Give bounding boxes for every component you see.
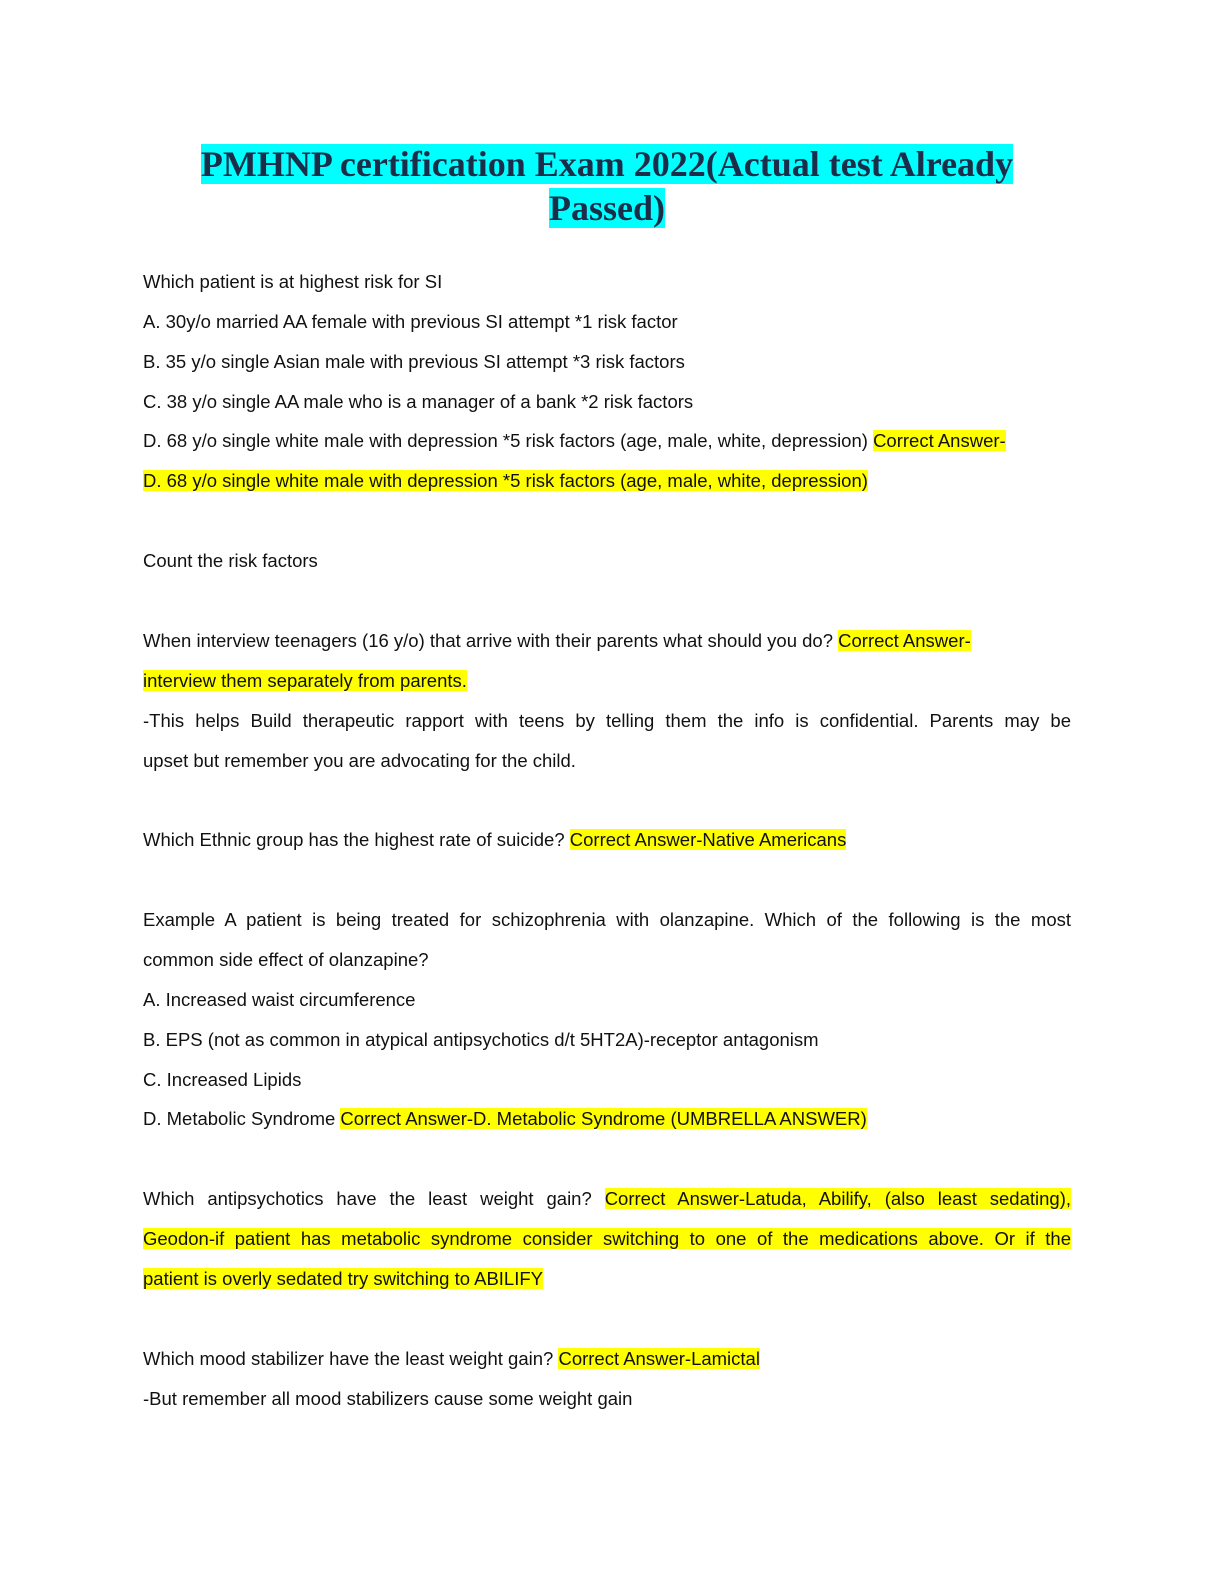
q5-answer-line-3-wrap <box>143 1267 543 1291</box>
q1-option-c: C. 38 y/o single AA male who is a manager of a bank *2 risk factors <box>143 391 694 412</box>
q2-answer-rest: interview them separately from parents. <box>143 670 467 691</box>
q2-question-line <box>143 629 971 653</box>
title-line-2: Passed) <box>549 188 665 228</box>
q2-answer-line <box>143 669 467 693</box>
title-line-1: PMHNP certification Exam 2022(Actual test Already <box>200 144 1014 184</box>
q2-note-line-1: -This helps Build therapeutic rapport with teens by telling them the info is confidential. Parents may be <box>143 710 1071 731</box>
q4-option-a: A. Increased waist circumference <box>143 989 416 1010</box>
q6-question: Which mood stabilizer have the least weight gain? <box>143 1348 554 1369</box>
q4-answer: Correct Answer-D. Metabolic Syndrome (UMBRELLA ANSWER) <box>340 1108 867 1129</box>
q5-question: Which antipsychotics have the least weight gain? <box>143 1188 592 1209</box>
q6-note: -But remember all mood stabilizers cause some weight gain <box>143 1388 633 1409</box>
q1-option-d: D. 68 y/o single white male with depression *5 risk factors (age, male, white, depression) <box>143 430 868 451</box>
q5-answer-line-3: patient is overly sedated try switching to ABILIFY <box>143 1268 543 1289</box>
q2-question: When interview teenagers (16 y/o) that arrive with their parents what should you do? <box>143 630 834 651</box>
q3-line <box>143 828 846 852</box>
q1-option-a: A. 30y/o married AA female with previous SI attempt *1 risk factor <box>143 311 678 332</box>
q3-answer: Correct Answer-Native Americans <box>569 829 847 850</box>
q5-answer-line-1: Correct Answer-Latuda, Abilify, (also least sedating), <box>604 1188 1071 1209</box>
q6-answer: Correct Answer-Lamictal <box>558 1348 760 1369</box>
q1-answer-start: Correct Answer- <box>873 430 1006 451</box>
q4-question-line-2: common side effect of olanzapine? <box>143 949 429 970</box>
q5-answer-line-2: Geodon-if patient has metabolic syndrome consider switching to one of the medications above. Or if the <box>143 1228 1071 1249</box>
q5-question-line <box>143 1187 1071 1211</box>
q4-option-d: D. Metabolic Syndrome <box>143 1108 336 1129</box>
q3-question: Which Ethnic group has the highest rate of suicide? <box>143 829 565 850</box>
q4-option-d-line <box>143 1107 867 1131</box>
q1-note: Count the risk factors <box>143 550 318 571</box>
q2-answer-start: Correct Answer- <box>838 630 971 651</box>
q1-answer-line <box>143 469 868 493</box>
q1-option-b: B. 35 y/o single Asian male with previous SI attempt *3 risk factors <box>143 351 685 372</box>
q6-line <box>143 1347 760 1371</box>
q1-question: Which patient is at highest risk for SI <box>143 271 443 292</box>
q2-note-line-2: upset but remember you are advocating for the child. <box>143 750 576 771</box>
document-title <box>143 142 1071 230</box>
q5-answer-line-2-wrap <box>143 1227 1071 1251</box>
q4-option-c: C. Increased Lipids <box>143 1069 302 1090</box>
q4-option-b: B. EPS (not as common in atypical antipsychotics d/t 5HT2A)-receptor antagonism <box>143 1029 819 1050</box>
q1-option-d-line <box>143 429 1006 453</box>
q1-answer-rest: D. 68 y/o single white male with depression *5 risk factors (age, male, white, depression) <box>143 470 868 491</box>
q4-question-line-1: Example A patient is being treated for schizophrenia with olanzapine. Which of the following is the most <box>143 909 1071 930</box>
